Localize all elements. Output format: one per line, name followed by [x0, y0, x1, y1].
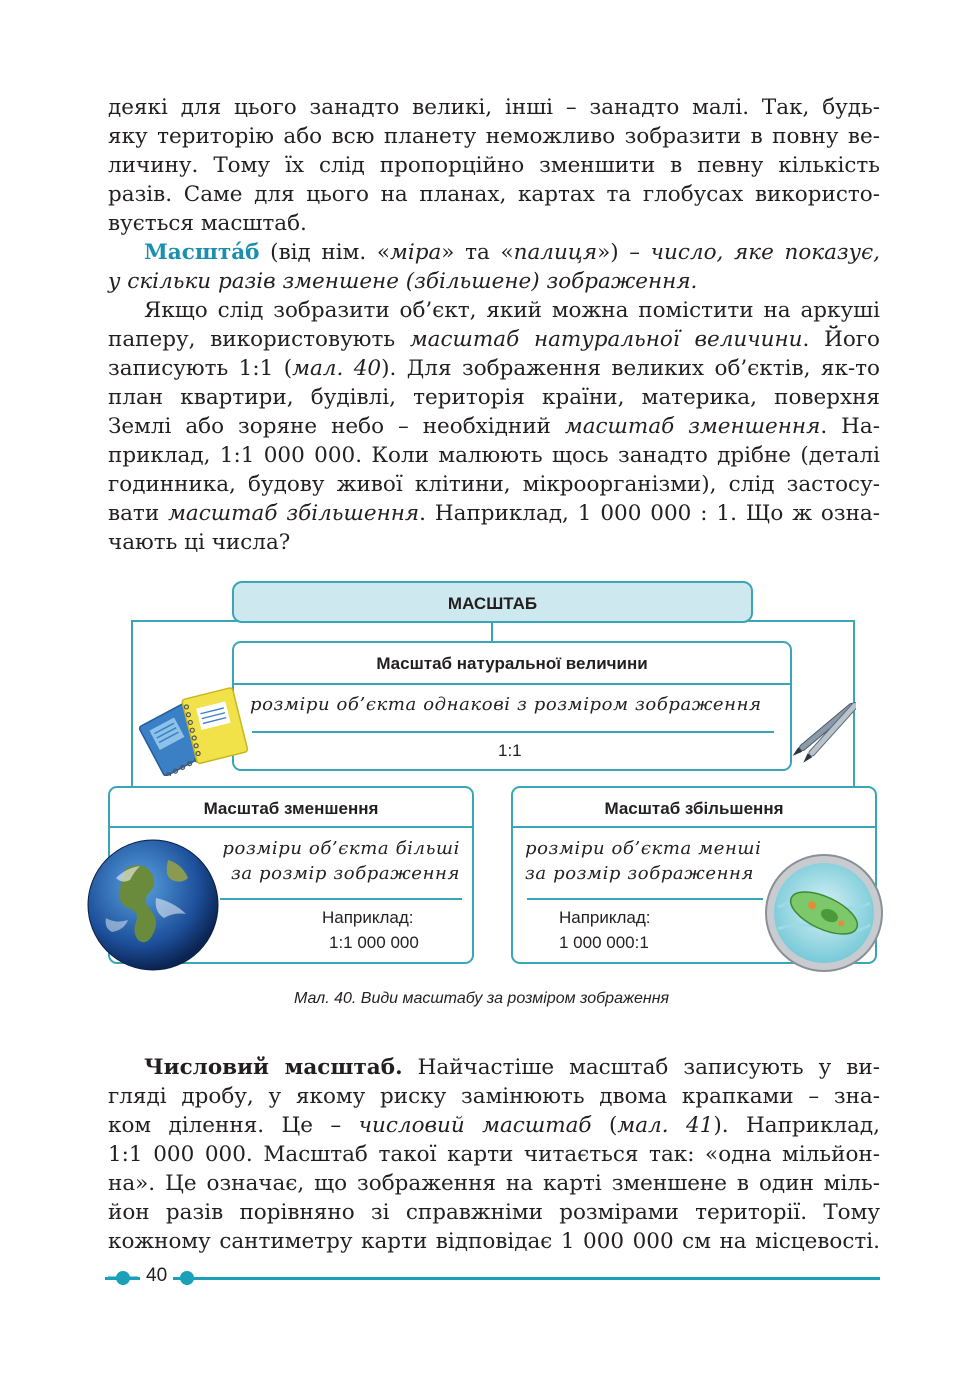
text-line: приклад, 1:1 000 000. Коли малюють щось занадто дрібне (деталі — [108, 443, 880, 468]
text-run: мал. 41 — [617, 1113, 714, 1138]
text-line: йон разів порівняно зі справжніми розмірами території. Тому — [108, 1200, 880, 1225]
text-run: масштаб збільшення — [168, 501, 420, 526]
footer-dot-icon — [108, 1269, 138, 1287]
reduction-desc-line: за розмір зображення — [230, 863, 460, 884]
definition-text: число, яке показує, — [650, 240, 880, 265]
text-run: Найчастіше масштаб записують у ви- — [402, 1055, 880, 1080]
text-line: деякі для цього занадто великі, інші – занадто малі. Так, будь- — [108, 95, 880, 120]
text-line — [108, 325, 880, 354]
connector-line — [491, 620, 493, 642]
text-line — [108, 499, 880, 528]
text-line — [108, 1111, 880, 1140]
text-line: гляді дробу, у якому риску замінюють двома крапками – зна- — [108, 1084, 880, 1109]
enlargement-desc-line: за розмір зображення — [525, 863, 755, 884]
text-line: план квартири, будівлі, територія країни, материка, поверхня — [108, 385, 880, 410]
diagram-title: МАСШТАБ — [447, 594, 538, 613]
text-run: масштаб натуральної величини — [409, 327, 803, 352]
text-run: » та « — [441, 240, 514, 265]
divider — [252, 731, 774, 733]
text-run: ») – — [597, 240, 651, 265]
divider — [110, 826, 472, 828]
text-line: годинника, будову живої клітини, мікроорганізми), слід застосу- — [108, 472, 880, 497]
text-run: . Його — [802, 327, 880, 352]
natural-scale-header: Масштаб натуральної величини — [376, 654, 648, 673]
text-line: вується масштаб. — [108, 211, 307, 236]
text-run: мал. 40 — [292, 356, 382, 381]
diagram-title-box — [232, 581, 753, 623]
body-paragraph — [108, 296, 880, 557]
page-number: 40 — [140, 1265, 173, 1287]
text-line: кожному сантиметру карти відповідає 1 000 000 см на місцевості. — [108, 1229, 880, 1254]
text-line: на». Це означає, що зображення на карті зменшене в один міль- — [108, 1171, 880, 1196]
reduction-desc-line: розміри об’єкта більші — [222, 838, 460, 859]
text-line: разів. Саме для цього на планах, картах та глобусах використо- — [108, 182, 880, 207]
notebooks-illustration — [138, 680, 254, 776]
text-run: масштаб зменшення — [564, 414, 821, 439]
text-run: ). Для зображення великих об’єктів, як-то — [381, 356, 880, 381]
text-run: палиця — [513, 240, 598, 265]
figure-caption: Мал. 40. Види масштабу за розміром зображення — [293, 990, 670, 1007]
footer-dot-icon — [172, 1269, 202, 1287]
numeric-scale-paragraph — [108, 1053, 880, 1256]
divider — [527, 898, 763, 900]
text-run: Землі або зоряне небо – необхідний — [108, 414, 565, 439]
term-mashtab: Масшта́б — [144, 240, 260, 265]
text-line — [108, 354, 880, 383]
natural-scale-box — [232, 641, 792, 771]
text-run: паперу, використовують — [108, 327, 410, 352]
text-line: Якщо слід зобразити об’єкт, який можна помістити на аркуші — [144, 298, 880, 323]
text-run: . На- — [820, 414, 880, 439]
text-line: яку територію або всю планету неможливо зобразити в повну ве- — [108, 124, 880, 149]
text-run: . Наприклад, 1 000 000 : 1. Що ж озна- — [419, 501, 880, 526]
microscope-cell-illustration — [764, 853, 884, 973]
text-line: чають ці числа? — [108, 530, 291, 555]
divider — [220, 898, 462, 900]
text-run: вати — [108, 501, 169, 526]
enlargement-desc-line: розміри об’єкта менші — [525, 838, 762, 859]
reduction-scale-header: Масштаб зменшення — [203, 799, 379, 818]
text-run: (від нім. « — [259, 240, 390, 265]
pens-illustration — [790, 697, 856, 769]
text-line — [108, 238, 880, 267]
divider — [513, 826, 875, 828]
earth-globe-illustration — [86, 838, 220, 972]
enlargement-example-label: Наприклад: — [559, 908, 651, 927]
connector-line — [131, 620, 133, 788]
text-run: числовий масштаб — [358, 1113, 592, 1138]
reduction-example-value: 1:1 000 000 — [329, 933, 419, 952]
text-line — [108, 412, 880, 441]
intro-paragraph — [108, 93, 880, 238]
text-run: ). Наприклад, — [713, 1113, 880, 1138]
reduction-example-label: Наприклад: — [322, 908, 414, 927]
footer-rule — [105, 1277, 880, 1280]
definition-text: у скільки разів зменшене (збільшене) зображення. — [108, 269, 698, 294]
natural-scale-value: 1:1 — [498, 741, 522, 760]
enlargement-scale-header: Масштаб збільшення — [604, 799, 784, 818]
term-numeric-scale: Числовий масштаб. — [144, 1055, 403, 1080]
text-line: 1:1 000 000. Масштаб такої карти читається так: «одна мільйон- — [108, 1142, 880, 1167]
text-run: ( — [591, 1113, 618, 1138]
text-run: міра — [390, 240, 442, 265]
text-line — [108, 1053, 880, 1082]
text-run: записують 1:1 ( — [108, 356, 293, 381]
natural-scale-description: розміри об’єкта однакові з розміром зображення — [250, 694, 762, 715]
definition-paragraph — [108, 238, 880, 296]
divider — [234, 683, 790, 685]
text-run: ком ділення. Це – — [108, 1113, 359, 1138]
text-line: личину. Тому їх слід пропорційно зменшити в певну кількість — [108, 153, 880, 178]
enlargement-example-value: 1 000 000:1 — [559, 933, 649, 952]
